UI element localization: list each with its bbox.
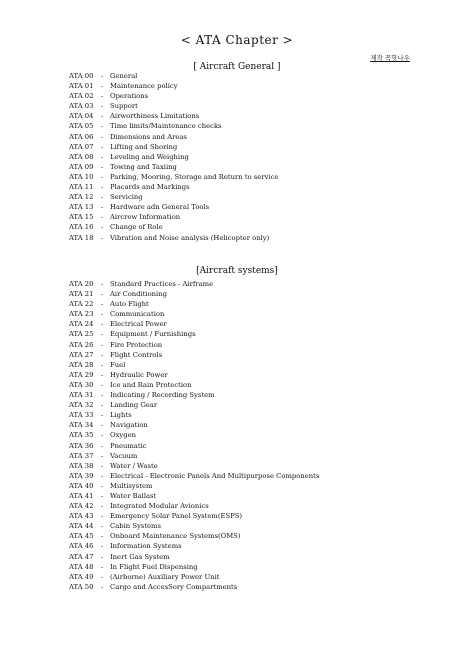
chapter-code: ATA 10 [69, 172, 94, 181]
chapter-description: Communication [110, 310, 165, 319]
chapter-description: Landing Gear [110, 401, 158, 410]
chapter-item [69, 152, 278, 162]
separator-dash: - [101, 491, 104, 500]
chapter-description: Hardware adn General Tools [110, 203, 210, 212]
chapter-item [69, 222, 278, 232]
chapter-code: ATA 31 [69, 391, 94, 400]
chapter-code: ATA 20 [69, 280, 94, 288]
separator-dash: - [101, 340, 104, 349]
chapter-code: ATA 50 [69, 582, 94, 591]
separator-dash: - [101, 300, 104, 309]
separator-dash: - [101, 350, 104, 359]
chapter-code: ATA 41 [69, 491, 94, 500]
separator-dash: - [101, 391, 104, 400]
chapter-description: Information Systems [110, 542, 182, 551]
chapter-code: ATA 33 [69, 411, 94, 420]
chapter-description: Water / Waste [110, 461, 158, 470]
chapter-code: ATA 02 [69, 92, 94, 101]
chapter-item [69, 400, 319, 410]
chapter-code: ATA 39 [69, 471, 94, 480]
chapter-code: ATA 01 [69, 82, 94, 91]
chapter-code: ATA 37 [69, 451, 94, 460]
chapter-code: ATA 27 [69, 350, 94, 359]
chapter-description: Cabin Systems [110, 522, 161, 531]
separator-dash: - [101, 552, 104, 561]
chapter-description: Pneumatic [110, 441, 147, 450]
chapter-item [69, 279, 319, 289]
chapter-item [69, 410, 319, 420]
chapter-description: Onboard Maintenance Systems(OMS) [110, 532, 241, 541]
separator-dash: - [101, 421, 104, 430]
chapter-code: ATA 15 [69, 213, 94, 222]
separator-dash: - [101, 92, 104, 101]
separator-dash: - [101, 582, 104, 591]
chapter-description: Cargo and AccesSory Compartments [110, 582, 238, 591]
chapter-code: ATA 47 [69, 552, 94, 561]
separator-dash: - [101, 132, 104, 141]
general-chapter-list [69, 71, 278, 243]
separator-dash: - [101, 431, 104, 440]
chapter-code: ATA 26 [69, 340, 94, 349]
chapter-code: ATA 16 [69, 223, 94, 232]
chapter-code: ATA 07 [69, 142, 94, 151]
chapter-item [69, 552, 319, 562]
chapter-code: ATA 25 [69, 330, 94, 339]
chapter-description: Air Conditioning [110, 290, 167, 299]
separator-dash: - [101, 82, 104, 91]
chapter-item [69, 461, 319, 471]
chapter-description: Aircrew Information [110, 213, 181, 222]
chapter-code: ATA 28 [69, 360, 94, 369]
chapter-item [69, 132, 278, 142]
separator-dash: - [101, 330, 104, 339]
chapter-code: ATA 35 [69, 431, 94, 440]
chapter-description: Water Ballast [110, 491, 157, 500]
chapter-description: Parking, Mooring, Storage and Return to service [110, 172, 279, 181]
chapter-code: ATA 04 [69, 112, 94, 121]
chapter-description: Inert Gas System [110, 552, 170, 561]
chapter-description: Hydraulic Power [110, 370, 168, 379]
chapter-code: ATA 34 [69, 421, 94, 430]
separator-dash: - [101, 152, 104, 161]
chapter-description: Oxygen [110, 431, 136, 440]
chapter-description: Emergency Solar Panel System(ESPS) [110, 512, 243, 521]
separator-dash: - [101, 471, 104, 480]
separator-dash: - [101, 401, 104, 410]
separator-dash: - [101, 162, 104, 171]
chapter-description: Time limits/Maintenance checks [110, 122, 222, 131]
separator-dash: - [101, 233, 104, 242]
chapter-description: Support [110, 102, 138, 111]
chapter-description: In Flight Fuel Dispensing [110, 562, 198, 571]
chapter-item [69, 121, 278, 131]
chapter-code: ATA 03 [69, 102, 94, 111]
chapter-item [69, 562, 319, 572]
chapter-description: Fuel [110, 360, 126, 369]
separator-dash: - [101, 193, 104, 202]
chapter-description: Airworthiness Limitations [110, 112, 200, 121]
chapter-description: Vacuum [110, 451, 138, 460]
chapter-item [69, 142, 278, 152]
chapter-code: ATA 12 [69, 193, 94, 202]
chapter-description: Towing and Taxiing [110, 162, 177, 171]
chapter-item [69, 572, 319, 582]
chapter-item [69, 202, 278, 212]
chapter-description: Lifting and Shoring [110, 142, 178, 151]
separator-dash: - [101, 481, 104, 490]
separator-dash: - [101, 512, 104, 521]
chapter-code: ATA 18 [69, 233, 94, 242]
separator-dash: - [101, 542, 104, 551]
separator-dash: - [101, 280, 104, 288]
chapter-code: ATA 29 [69, 370, 94, 379]
separator-dash: - [101, 72, 104, 80]
chapter-item [69, 350, 319, 360]
separator-dash: - [101, 142, 104, 151]
chapter-code: ATA 44 [69, 522, 94, 531]
separator-dash: - [101, 112, 104, 121]
chapter-item [69, 91, 278, 101]
section-heading-systems: [Aircraft systems] [196, 266, 278, 276]
chapter-code: ATA 36 [69, 441, 94, 450]
chapter-code: ATA 38 [69, 461, 94, 470]
chapter-description: Placards and Markings [110, 183, 190, 192]
chapter-item [69, 319, 319, 329]
chapter-item [69, 111, 278, 121]
systems-chapter-list [69, 279, 319, 592]
chapter-item [69, 521, 319, 531]
chapter-description: Vibration and Noise analysis (Helicopter only) [110, 233, 270, 242]
separator-dash: - [101, 441, 104, 450]
chapter-description: Operations [110, 92, 149, 101]
separator-dash: - [101, 213, 104, 222]
chapter-code: ATA 24 [69, 320, 94, 329]
separator-dash: - [101, 203, 104, 212]
separator-dash: - [101, 522, 104, 531]
section-heading-general: [ Aircraft General ] [193, 62, 281, 72]
chapter-item [69, 582, 319, 592]
separator-dash: - [101, 461, 104, 470]
separator-dash: - [101, 380, 104, 389]
chapter-item [69, 182, 278, 192]
document-title: < ATA Chapter > [180, 33, 294, 47]
separator-dash: - [101, 562, 104, 571]
chapter-item [69, 309, 319, 319]
chapter-code: ATA 46 [69, 542, 94, 551]
chapter-code: ATA 40 [69, 481, 94, 490]
separator-dash: - [101, 360, 104, 369]
separator-dash: - [101, 451, 104, 460]
chapter-description: Equipment / Furnishings [110, 330, 196, 339]
separator-dash: - [101, 172, 104, 181]
chapter-description: Dimensions and Areas [110, 132, 187, 141]
chapter-description: Ice and Rain Protection [110, 380, 192, 389]
chapter-code: ATA 21 [69, 290, 94, 299]
chapter-description: Maintenance policy [110, 82, 178, 91]
chapter-description: Fire Protection [110, 340, 163, 349]
chapter-item [69, 541, 319, 551]
chapter-item [69, 511, 319, 521]
chapter-item [69, 289, 319, 299]
chapter-description: Lights [110, 411, 132, 420]
chapter-item [69, 233, 278, 243]
chapter-code: ATA 13 [69, 203, 94, 212]
chapter-item [69, 101, 278, 111]
chapter-item [69, 71, 278, 81]
chapter-code: ATA 45 [69, 532, 94, 541]
chapter-item [69, 340, 319, 350]
chapter-code: ATA 23 [69, 310, 94, 319]
separator-dash: - [101, 183, 104, 192]
chapter-code: ATA 30 [69, 380, 94, 389]
chapter-code: ATA 49 [69, 572, 94, 581]
chapter-description: Auto Flight [110, 300, 149, 309]
chapter-item [69, 471, 319, 481]
chapter-item [69, 441, 319, 451]
separator-dash: - [101, 532, 104, 541]
chapter-description: Electrical - Electronic Panels And Multipurpose Components [110, 471, 320, 480]
chapter-code: ATA 08 [69, 152, 94, 161]
separator-dash: - [101, 411, 104, 420]
chapter-description: Electrical Power [110, 320, 167, 329]
chapter-code: ATA 42 [69, 502, 94, 511]
chapter-item [69, 451, 319, 461]
chapter-item [69, 531, 319, 541]
separator-dash: - [101, 572, 104, 581]
author-credit: 제작 꼭핫나우 [370, 54, 410, 62]
chapter-description: General [110, 72, 138, 80]
chapter-item [69, 172, 278, 182]
chapter-item [69, 481, 319, 491]
chapter-item [69, 420, 319, 430]
chapter-item [69, 430, 319, 440]
chapter-code: ATA 06 [69, 132, 94, 141]
chapter-description: (Airborne) Auxiliary Power Unit [110, 572, 220, 581]
chapter-description: Indicating / Recording System [110, 391, 215, 400]
chapter-item [69, 360, 319, 370]
chapter-item [69, 390, 319, 400]
separator-dash: - [101, 290, 104, 299]
chapter-description: Servicing [110, 193, 143, 202]
chapter-item [69, 162, 278, 172]
chapter-description: Navigation [110, 421, 148, 430]
chapter-item [69, 370, 319, 380]
chapter-description: Change of Role [110, 223, 163, 232]
chapter-code: ATA 43 [69, 512, 94, 521]
chapter-description: Standard Practices - Airframe [110, 280, 214, 288]
chapter-item [69, 501, 319, 511]
separator-dash: - [101, 320, 104, 329]
chapter-item [69, 192, 278, 202]
chapter-item [69, 329, 319, 339]
separator-dash: - [101, 102, 104, 111]
chapter-code: ATA 11 [69, 183, 94, 192]
separator-dash: - [101, 310, 104, 319]
chapter-item [69, 299, 319, 309]
chapter-code: ATA 22 [69, 300, 94, 309]
chapter-code: ATA 32 [69, 401, 94, 410]
separator-dash: - [101, 223, 104, 232]
chapter-code: ATA 05 [69, 122, 94, 131]
chapter-code: ATA 48 [69, 562, 94, 571]
chapter-item [69, 491, 319, 501]
chapter-item [69, 380, 319, 390]
chapter-item [69, 81, 278, 91]
chapter-description: Multisystem [110, 481, 153, 490]
chapter-code: ATA 00 [69, 72, 94, 80]
separator-dash: - [101, 370, 104, 379]
separator-dash: - [101, 502, 104, 511]
chapter-description: Integrated Modular Avionics [110, 502, 209, 511]
separator-dash: - [101, 122, 104, 131]
chapter-description: Flight Controls [110, 350, 163, 359]
chapter-item [69, 212, 278, 222]
chapter-code: ATA 09 [69, 162, 94, 171]
chapter-description: Leveling and Weighing [110, 152, 189, 161]
